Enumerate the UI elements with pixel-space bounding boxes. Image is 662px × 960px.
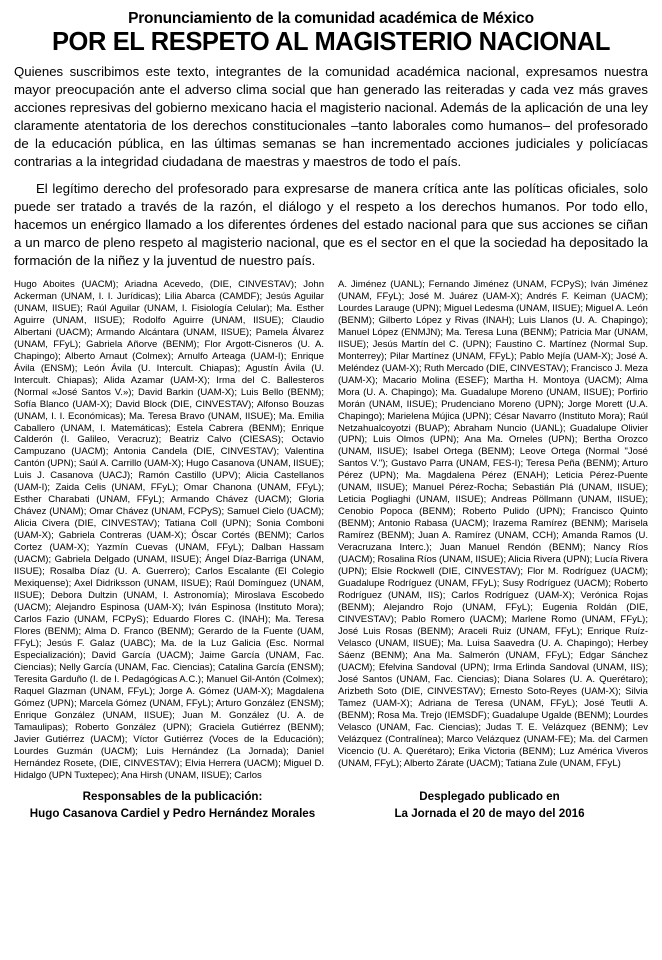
footer-responsible-names: Hugo Casanova Cardiel y Pedro Hernández Morales (29, 806, 316, 820)
signatories-column-2: A. Jiménez (UANL); Fernando Jiménez (UNAM, FCPyS); Iván Jiménez (UNAM, FFyL); José M. Juárez (UAM-X); Andrés F. Keiman (UACM); Lourdes Larauge (UPN); Miguel Ledesma (UNAM, IISUE); Miguel A. León (BENM); Gilberto López y Rivas (INAH); Luis Llanos (U. A. Chapingo); Manuel López (ENMJN); Ma. Teresa Luna (BENM); Patricia Mar (UNAM, IISUE); Jesús Martín del C. (UPN); Faustino C. Martínez (Normal Sup. Monterrey); Pilar Martínez (UNAM, FFyL); Pablo Mejía (UAM-X); José A. Meléndez (UAM-X); Ruth Mercado (DIE, CINVESTAV); Francisco J. Meza (UAM-X); Macario Molina (ESEF); Martha H. Montoya (UACM); Alma Mora (U. A. Chapingo); Ma. Guadalupe Moreno (UNAM, IISUE); Porfirio Morán (UNAM, IISUE); Prudenciano Moreno (UPN); Jorge Morett (U.A. Chapingo); Marielena Mújica (UPN); César Navarro (Instituto Mora); Raúl Netzahualcoyotzi (BUAP); Abraham Nuncio (UANL); Guadalupe Olivier (UPN); Luis Olmos (UPN); Ana Ma. Orneles (UPN); Bertha Orozco (UNAM, IISUE); Isabel Ortega (BENM); Leove Ortega (Normal "José Santos V."); Gustavo Parra (UNAM, FES-I); Teresa Peña (BENM); Arturo Pérez (UPN); Ma. Magdalena Pérez (ENAH); Leticia Pérez-Puente (UNAM, IISUE); Manuel Pérez-Rocha; Sebastián Plá (UNAM, IISUE); Leticia Pogliaghi (UNAM, IISUE); Andreas Pöllmann (UNAM, IISUE); Cenobio Popoca (BENM); Roberto Pulido (UPN); Francisco Quinto (BENM); Antonio Rabasa (UACM); Irazema Ramírez (BENM); Marisela Ramírez (BENM); Juan A. Ramírez (UNAM, CCH); Amanda Ramos (U. Veracruzana Interc.); Juan Manuel Rendón (BENM); Nancy Ríos (UACM); Rosalina Ríos (UNAM, IISUE); Alicia Rivera (UPN); Lucía Rivera (UPN); Elsie Rockwell (DIE, CINVESTAV); Flor M. Rodríguez (UACM); Guadalupe Rodríguez (UNAM, FFyL); Susy Rodríguez (UACM); Roberto Rodríguez (UNAM, IIS); Carlos Rodríguez (UAM-X); Verónica Rojas (BENM); Alejandro Rojo (UNAM, FFyL); Eugenia Roldán (DIE, CINVESTAV); Pablo Romero (UACM); Marlene Romo (UNAM, FFyL); José Luis Rosas (BENM); Araceli Ruiz (UNAM, FFyL); Enrique Ruíz-Velasco (UNAM, IISUE); Ma. Luisa Saavedra (U. A. Chapingo); Herbey Sáenz (BENM); Ana Ma. Salmerón (UNAM, FFyL); Edgar Sánchez (UACM); Efelvina Sandoval (UPN); Irma Erlinda Sandoval (UNAM, IIS); José Santos (UNAM, Fac. Ciencias); Diana Solares (U. A. Querétaro); Arizbeth Soto (DIE, CINVESTAV); Ernesto Soto-Reyes (UAM-X); Silvia Tamez (UAM-X); Adriana de Teresa (UNAM, FFyL); José Teutli A. (BENM); Rosa Ma. Trejo (IEMSDF); Guadalupe Ugalde (BENM); Lourdes Velasco (UNAM, Fac. Ciencias); Judas T. E. Velázquez (BENM); Lev Velázquez (Contralínea); Marco Velázquez (UNAM-FE); Ma. del Carmen Vicencio (U. A. Querétaro); Erika Victoria (BENM); Luz América Viveros (UNAM, FFyL); Alberto Zárate (UACM); Tatiana Zule (UNAM, FFyL) (338, 278, 648, 769)
footer-responsible-block (14, 788, 331, 823)
document-kicker: Pronunciamiento de la comunidad académica de México (128, 10, 534, 27)
footer-publication-line-2: La Jornada el 20 de mayo del 2016 (394, 806, 585, 820)
body-paragraph-1: Quienes suscribimos este texto, integrantes de la comunidad académica nacional, expresamos nuestra mayor preocupación ante el adverso clima social que han generado las reiteradas y cada vez más graves acciones represivas del gobierno mexicano hacia el magisterio nacional. Además de la aplicación de una ley claramente atentatoria de los derechos constitucionales –tanto laborales como humanos– del profesorado de la educación pública, en las últimas semanas se han incrementado acciones judiciales y policíacas contrarias a la integridad ciudadana de maestras y maestros de todo el país. (14, 64, 648, 170)
footer-responsible-heading: Responsables de la publicación: (82, 789, 263, 803)
document-body (14, 63, 648, 269)
footer-publication-line-1: Desplegado publicado en (419, 789, 560, 803)
footer-publication-block (331, 788, 648, 823)
document-headline: POR EL RESPETO AL MAGISTERIO NACIONAL (51, 28, 611, 57)
signatories-section (14, 279, 648, 782)
document-footer (14, 788, 648, 823)
body-paragraph-2: El legítimo derecho del profesorado para expresarse de manera crítica ante las políticas oficiales, solo puede ser tratado a través de la razón, el diálogo y el respeto a los derechos humanos. Por todo ello, hacemos un enérgico llamado a los diferentes órdenes del estado nacional para que sus acciones se ciñan a un marco de pleno respeto al magisterio nacional, que es el sector en el que la sociedad ha depositado la formación de la niñez y la juventud de nuestro país. (14, 181, 648, 268)
signatories-column-1: Hugo Aboites (UACM); Ariadna Acevedo, (DIE, CINVESTAV); John Ackerman (UNAM, I. I. Jurídicas); Lilia Abarca (CAMDF); Jesús Aguilar (UNAM, IISUE); Raúl Aguilar (UNAM, I. Fisiología Celular); Ma. Esther Aguirre (UNAM, IISUE); Rodolfo Aguirre (UNAM, IISUE); Claudio Albertani (UACM); Armando Alcántara (UNAM, IISUE); Pamela Álvarez (UNAM, FFyL); Gabriela Añorve (BENM); Flor Argott-Cisneros (U. A. Chapingo); Alberto Arnaut (Colmex); Arnulfo Arteaga (UAM-I); Enrique Ávila (ENSM); León Ávila (U. Intercult. Chiapas); Agustín Ávila (U. Intercult. Chiapas); Alida Azamar (UAM-X); Irma del C. Ballesteros (Normal «José Santos V.»); David Barkin (UAM-X); Luis Bello (BENM); Sofía Blanco (UAM-X); David Block (DIE, CINVESTAV); Alfonso Bouzas (UNAM, I. I. Económicas); Ma. Teresa Bravo (UNAM, IISUE); Ma. Emilia Caballero (UNAM, I. Matemáticas); Estela Cabrera (BENM); Enrique Calderón (I. Galileo, Veracruz); Beatriz Calvo (CIESAS); Octavio Campuzano (UACM); Antonia Candela (DIE, CINVESTAV); Valentina Cantón (UPN); Saúl A. Carrillo (UAM-X); Hugo Casanova (UNAM, IISUE); Luis J. Casanova (UACJ); Ramón Castillo (UPV); Alicia Castellanos (UAM-I); Zaida Celis (UNAM, FFyL); Omar Chanona (UNAM, FFyL); Esther Charabati (UNAM, FFyL); Armando Chávez (UACM); Gloria Chávez (UNAM); Omar Chávez (UNAM, FCPyS); Samuel Cielo (UACM); Alicia Civera (DIE, CINVESTAV); Tatiana Coll (UPN); Sonia Comboni (UAM-X); Gabriela Contreras (UAM-X); Óscar Cortés (BENM); Carlos Cortez (UAM-X); Yazmín Cuevas (UNAM, FFyL); Dalban Hassam (UACM); Gabriela Delgado (UNAM, IISUE); Ángel Díaz-Barriga (UNAM, IISUE); Rosalba Díaz (U. A. Guerrero); Carlos Escalante (El Colegio Mexiquense); Axel Didriksson (UNAM, IISUE); Raúl Domínguez (UNAM, IISUE); Debora Dultzin (UNAM, I. Astronomía); Miroslava Escobedo (UACM); Alejandro Espinosa (UAM-X); Iván Espinosa (Instituto Mora); Carlos Fazio (UNAM, FCPyS); Eduardo Flores C. (INAH); Ma. Teresa Flores (BENM); Alma D. Franco (BENM); Gerardo de la Fuente (UAM, FFyL); Jesús F. Galaz (UABC); Ma. de la Luz Galicia (Esc. Normal Especialización); David García (UACM); Jaime García (UNAM, Fac. Ciencias); Nelly García (UNAM, Fac. Ciencias); Catalina García (ENSM); Teresita Garduño (I. de I. Pedagógicas A.C.); Manuel Gil-Antón (Colmex); Raquel Glazman (UNAM, FFyL); Jorge A. Gómez (UAM-X); Magdalena Gómez (UPN); Marcela Gómez (UNAM, FFyL); Arturo González (ENSM); Enrique González (UNAM, IISUE); Juan M. González (U. A. de Tamaulipas); Roberto González (UPN); Graciela Gutiérrez (BENM); Javier Gutiérrez (UACM); Víctor Gutiérrez (Voces de la Educación); Lourdes Guzmán (UACM); Luis Hernández (La Jornada); Daniel Hernández Rosete, (DIE, CINVESTAV); Elvia Herrera (UACM); Miguel D. Hidalgo (UPN Tuxtepec); Ana Hirsh (UNAM, IISUE); Carlos (14, 278, 324, 781)
